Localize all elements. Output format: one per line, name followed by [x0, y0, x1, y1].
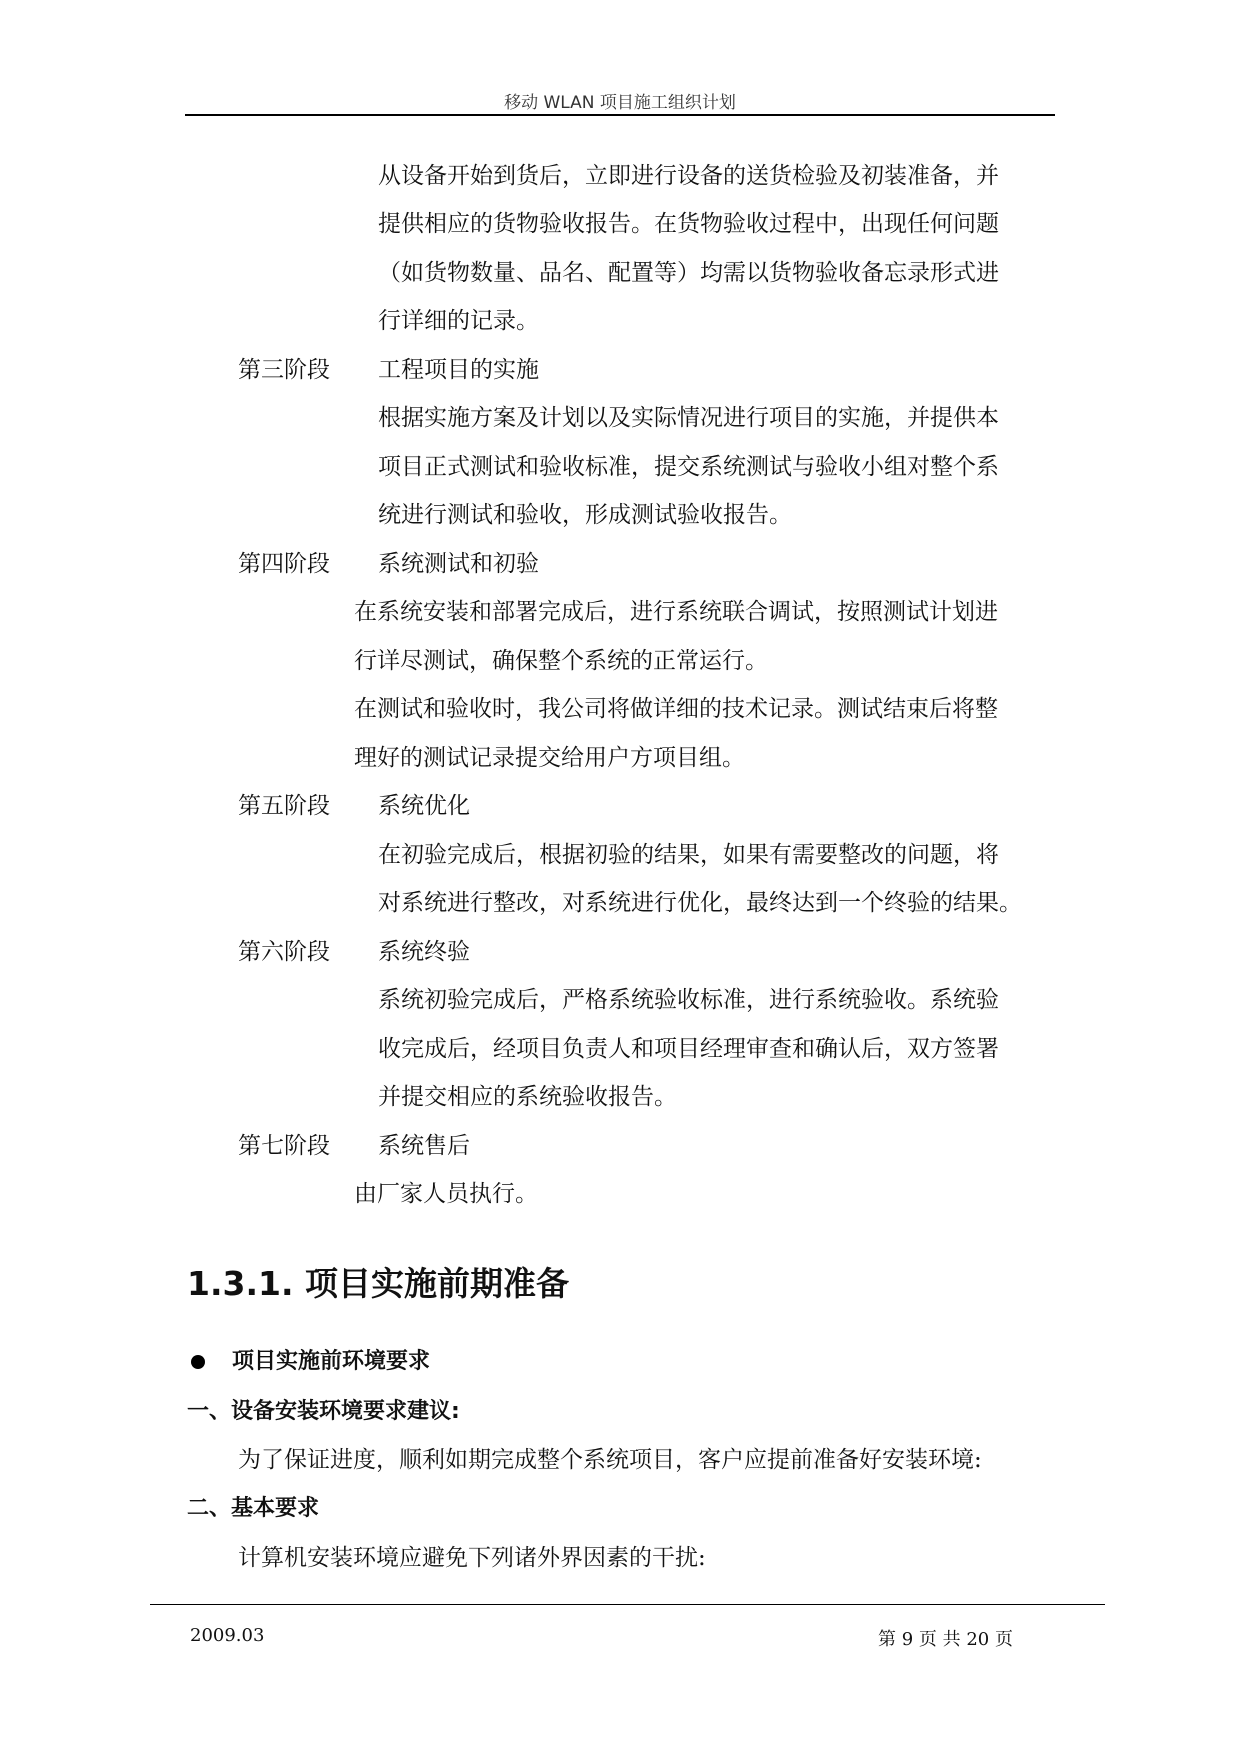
- footer-divider: [150, 1604, 1105, 1605]
- paragraph-line: 为了保证进度，顺利如期完成整个系统项目，客户应提前准备好安装环境:: [238, 1447, 982, 1473]
- stage-title: 系统测试和初验: [378, 551, 539, 577]
- paragraph-line: 理好的测试记录提交给用户方项目组。: [354, 745, 745, 771]
- paragraph-line: （如货物数量、品名、配置等）均需以货物验收备忘录形式进: [378, 260, 999, 286]
- page-header-title: 移动 WLAN 项目施工组织计划: [504, 93, 736, 113]
- paragraph-line: 从设备开始到货后，立即进行设备的送货检验及初装准备，并: [378, 163, 999, 189]
- paragraph-line: 在测试和验收时，我公司将做详细的技术记录。测试结束后将整: [354, 696, 998, 722]
- footer-date: 2009.03: [190, 1625, 265, 1646]
- paragraph-line: 收完成后，经项目负责人和项目经理审查和确认后，双方签署: [378, 1036, 999, 1062]
- paragraph-line: 在初验完成后，根据初验的结果，如果有需要整改的问题，将: [378, 842, 999, 868]
- paragraph-line: 由厂家人员执行。: [354, 1181, 538, 1207]
- stage-title: 系统售后: [378, 1133, 470, 1159]
- paragraph-line: 系统初验完成后，严格系统验收标准，进行系统验收。系统验: [378, 987, 999, 1013]
- paragraph-line: 计算机安装环境应避免下列诸外界因素的干扰:: [238, 1545, 706, 1571]
- paragraph-line: 根据实施方案及计划以及实际情况进行项目的实施，并提供本: [378, 405, 999, 431]
- bullet-dot-icon: [191, 1355, 205, 1369]
- stage-label: 第四阶段: [238, 551, 330, 577]
- paragraph-line: 行详细的记录。: [378, 308, 539, 334]
- paragraph-line: 并提交相应的系统验收报告。: [378, 1084, 677, 1110]
- paragraph-line: 在系统安装和部署完成后，进行系统联合调试，按照测试计划进: [354, 599, 998, 625]
- subsection-title: 一、设备安装环境要求建议:: [187, 1399, 460, 1424]
- bullet-item-text: 项目实施前环境要求: [232, 1349, 431, 1374]
- subsection-title: 二、基本要求: [187, 1496, 320, 1521]
- stage-title: 工程项目的实施: [378, 357, 539, 383]
- section-heading: 1.3.1. 项目实施前期准备: [187, 1264, 569, 1303]
- paragraph-line: 行详尽测试，确保整个系统的正常运行。: [354, 648, 768, 674]
- paragraph-line: 项目正式测试和验收标准，提交系统测试与验收小组对整个系: [378, 454, 999, 480]
- stage-label: 第三阶段: [238, 357, 330, 383]
- footer-page-info: 第 9 页 共 20 页: [878, 1629, 1013, 1650]
- paragraph-line: 对系统进行整改，对系统进行优化，最终达到一个终验的结果。: [378, 890, 1022, 916]
- header-divider: [185, 114, 1055, 116]
- stage-label: 第六阶段: [238, 939, 330, 965]
- stage-label: 第七阶段: [238, 1133, 330, 1159]
- stage-title: 系统终验: [378, 939, 470, 965]
- stage-title: 系统优化: [378, 793, 470, 819]
- paragraph-line: 提供相应的货物验收报告。在货物验收过程中，出现任何问题: [378, 211, 999, 237]
- stage-label: 第五阶段: [238, 793, 330, 819]
- paragraph-line: 统进行测试和验收，形成测试验收报告。: [378, 502, 792, 528]
